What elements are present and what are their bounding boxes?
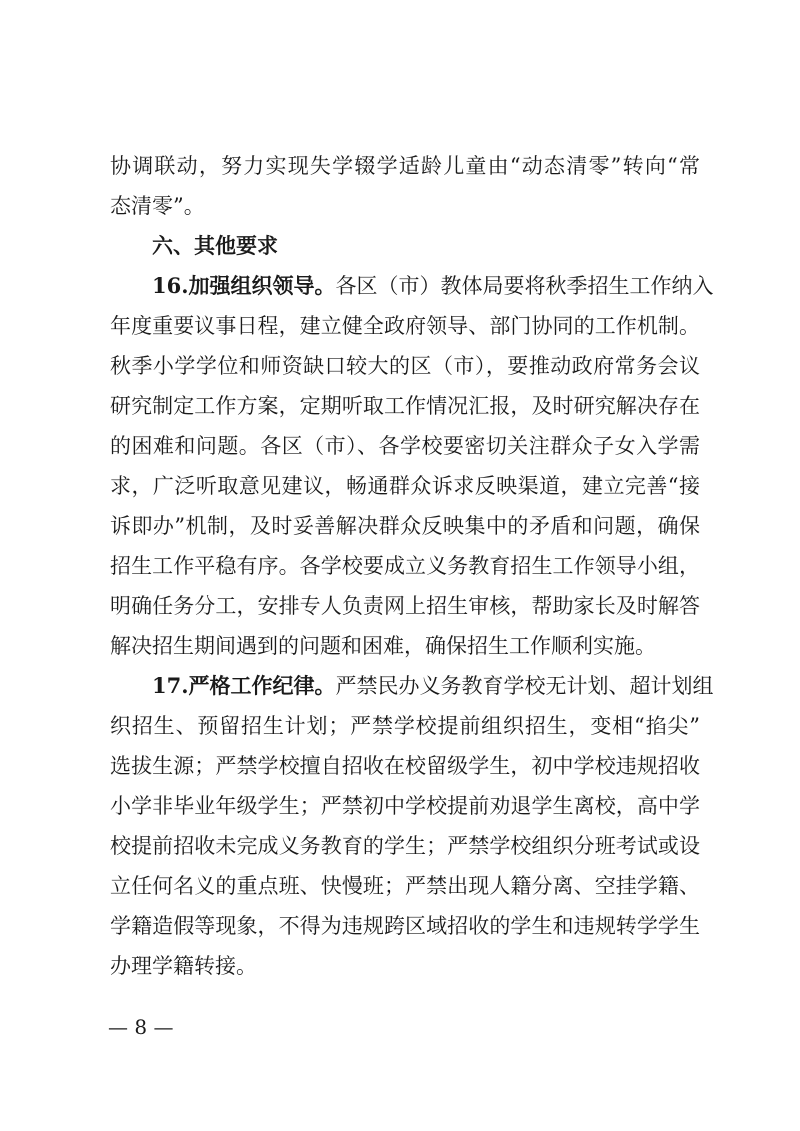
body-text: [110, 146, 714, 986]
paragraph-line: 校提前招收未完成义务教育的学生；严禁学校组织分班考试或设: [110, 834, 700, 858]
paragraph-line: 招生工作平稳有序。各学校要成立义务教育招生工作领导小组，: [110, 554, 700, 578]
paragraph-line: 明确任务分工，安排专人负责网上招生审核，帮助家长及时解答: [110, 594, 700, 618]
paragraph-line: 求，广泛听取意见建议，畅通群众诉求反映渠道，建立完善“接: [110, 474, 700, 498]
paragraph-line: [110, 266, 714, 306]
paragraph-line: 立任何名义的重点班、快慢班；严禁出现人籍分离、空挂学籍、: [110, 874, 700, 898]
paragraph-line: 年度重要议事日程，建立健全政府领导、部门协同的工作机制。: [110, 314, 700, 338]
paragraph-line: 解决招生期间遇到的问题和困难，确保招生工作顺利实施。: [110, 634, 656, 658]
paragraph-line: 选拔生源；严禁学校擅自招收在校留级学生，初中学校违规招收: [110, 754, 700, 778]
page-number: — 8 —: [108, 1015, 174, 1039]
item-16-lead: 16.加强组织领导。: [152, 273, 336, 298]
item-16-text: 各区（市）教体局要将秋季招生工作纳入: [335, 274, 714, 298]
section-heading: 六、其他要求: [152, 234, 278, 258]
paragraph-line: [110, 666, 714, 706]
paragraph-line: 小学非毕业年级学生；严禁初中学校提前劝退学生离校，高中学: [110, 794, 700, 818]
item-17-text: 严禁民办义务教育学校无计划、超计划组: [335, 674, 714, 698]
paragraph-line: 织招生、预留招生计划；严禁学校提前组织招生，变相“掐尖”: [110, 714, 700, 738]
paragraph-line: 学籍造假等现象，不得为违规跨区域招收的学生和违规转学学生: [110, 914, 700, 938]
paragraph-line: 协调联动，努力实现失学辍学适龄儿童由“动态清零”转向“常: [110, 154, 700, 178]
paragraph-line: 诉即办”机制，及时妥善解决群众反映集中的矛盾和问题，确保: [110, 514, 700, 538]
paragraph-line: 的困难和问题。各区（市）、各学校要密切关注群众子女入学需: [110, 434, 700, 458]
paragraph-line: 办理学籍转接。: [110, 954, 257, 978]
paragraph-line: 研究制定工作方案，定期听取工作情况汇报，及时研究解决存在: [110, 394, 700, 418]
paragraph-line: 秋季小学学位和师资缺口较大的区（市），要推动政府常务会议: [110, 354, 700, 378]
paragraph-line: 态清零”。: [110, 194, 205, 218]
item-17-lead: 17.严格工作纪律。: [152, 673, 336, 698]
